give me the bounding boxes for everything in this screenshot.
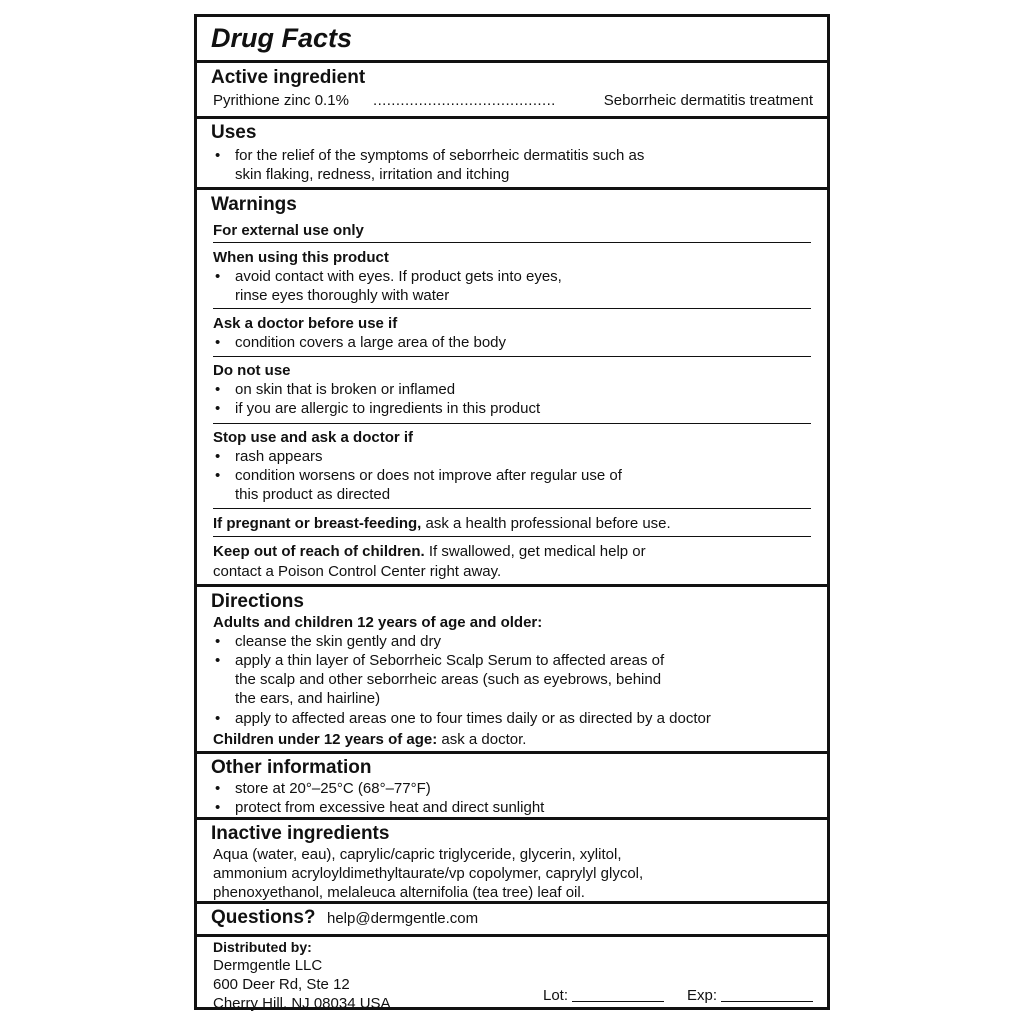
when-using-item-line: avoid contact with eyes. If product gets into eyes, [235,268,562,285]
bullet-icon: • [215,467,221,484]
inactive-ingredients-line: phenoxyethanol, melaleuca alternifolia (tea tree) leaf oil. [213,884,585,901]
children-warning-line2: contact a Poison Control Center right away. [213,563,502,580]
bullet-icon: • [215,448,221,465]
children-warning [213,543,646,560]
active-ingredient-section [197,63,827,119]
other-information-item: protect from excessive heat and direct sunlight [235,799,545,816]
bullet-icon: • [215,268,221,285]
uses-section [197,119,827,190]
divider [213,536,811,537]
stop-use-item-line: this product as directed [235,486,391,503]
children-warning-text: If swallowed, get medical help or [424,543,646,560]
pregnancy-warning [213,515,671,532]
external-use-note: For external use only [213,222,364,239]
do-not-use-item: if you are allergic to ingredients in this product [235,400,541,417]
title-section [197,17,827,63]
divider [213,356,811,357]
lot-field [543,987,664,1004]
drug-facts-panel [194,14,830,1010]
uses-heading: Uses [211,122,257,143]
exp-field [687,987,813,1004]
distributor-address: 600 Deer Rd, Ste 12 [213,976,350,993]
children-directions-bold: Children under 12 years of age: [213,731,438,748]
drug-facts-title: Drug Facts [211,23,353,53]
active-ingredient-name: Pyrithione zinc 0.1% [213,92,349,109]
bullet-icon: • [215,334,221,351]
adults-directions-heading: Adults and children 12 years of age and older: [213,614,543,631]
directions-item-line: apply a thin layer of Seborrheic Scalp Serum to affected areas of [235,652,665,669]
lot-blank-line [572,987,664,1002]
divider [213,242,811,243]
questions-section [197,904,827,937]
questions-heading: Questions? [211,907,316,928]
children-warning-bold: Keep out of reach of children. [213,543,425,560]
distributor-section [197,937,827,1012]
active-ingredient-purpose: Seborrheic dermatitis treatment [603,92,813,109]
ask-doctor-heading: Ask a doctor before use if [213,315,398,332]
directions-item: cleanse the skin gently and dry [235,633,441,650]
exp-label: Exp: [687,987,718,1004]
uses-item-line: skin flaking, redness, irritation and itching [235,166,510,183]
dot-leader: ........................................ [373,92,556,109]
other-information-heading: Other information [211,757,372,778]
divider [213,423,811,424]
children-directions [213,731,526,748]
distributor-city: Cherry Hill, NJ 08034 USA [213,995,391,1012]
inactive-ingredients-line: Aqua (water, eau), caprylic/capric triglyceride, glycerin, xylitol, [213,846,622,863]
directions-heading: Directions [211,591,304,612]
when-using-item-line: rinse eyes thoroughly with water [235,287,450,304]
do-not-use-heading: Do not use [213,362,291,379]
stop-use-item: rash appears [235,448,323,465]
inactive-ingredients-line: ammonium acryloyldimethyltaurate/vp copolymer, caprylyl glycol, [213,865,644,882]
other-information-section [197,754,827,820]
bullet-icon: • [215,710,221,727]
warnings-section [197,190,827,587]
children-directions-text: ask a doctor. [437,731,527,748]
directions-section [197,587,827,754]
directions-item-line: the ears, and hairline) [235,690,381,707]
bullet-icon: • [215,652,221,669]
divider [213,508,811,509]
stop-use-item-line: condition worsens or does not improve after regular use of [235,467,622,484]
active-ingredient-heading: Active ingredient [211,67,366,88]
do-not-use-item: on skin that is broken or inflamed [235,381,456,398]
uses-item-line: for the relief of the symptoms of seborrheic dermatitis such as [235,147,645,164]
bullet-icon: • [215,147,221,164]
directions-item: apply to affected areas one to four times daily or as directed by a doctor [235,710,711,727]
ask-doctor-item: condition covers a large area of the body [235,334,507,351]
warnings-heading: Warnings [211,194,297,215]
directions-item-line: the scalp and other seborrheic areas (such as eyebrows, behind [235,671,662,688]
bullet-icon: • [215,799,221,816]
other-information-item: store at 20°–25°C (68°–77°F) [235,780,431,797]
questions-contact: help@dermgentle.com [327,910,479,927]
bullet-icon: • [215,633,221,650]
stop-use-heading: Stop use and ask a doctor if [213,429,414,446]
lot-label: Lot: [543,987,569,1004]
bullet-icon: • [215,780,221,797]
inactive-ingredients-section [197,820,827,904]
bullet-icon: • [215,381,221,398]
bullet-icon: • [215,400,221,417]
distributor-name: Dermgentle LLC [213,957,323,974]
pregnancy-warning-bold: If pregnant or breast-feeding, [213,515,422,532]
divider [213,308,811,309]
exp-blank-line [721,987,813,1002]
distributed-by-heading: Distributed by: [213,939,312,955]
pregnancy-warning-text: ask a health professional before use. [421,515,671,532]
inactive-ingredients-heading: Inactive ingredients [211,823,390,844]
when-using-heading: When using this product [213,249,389,266]
